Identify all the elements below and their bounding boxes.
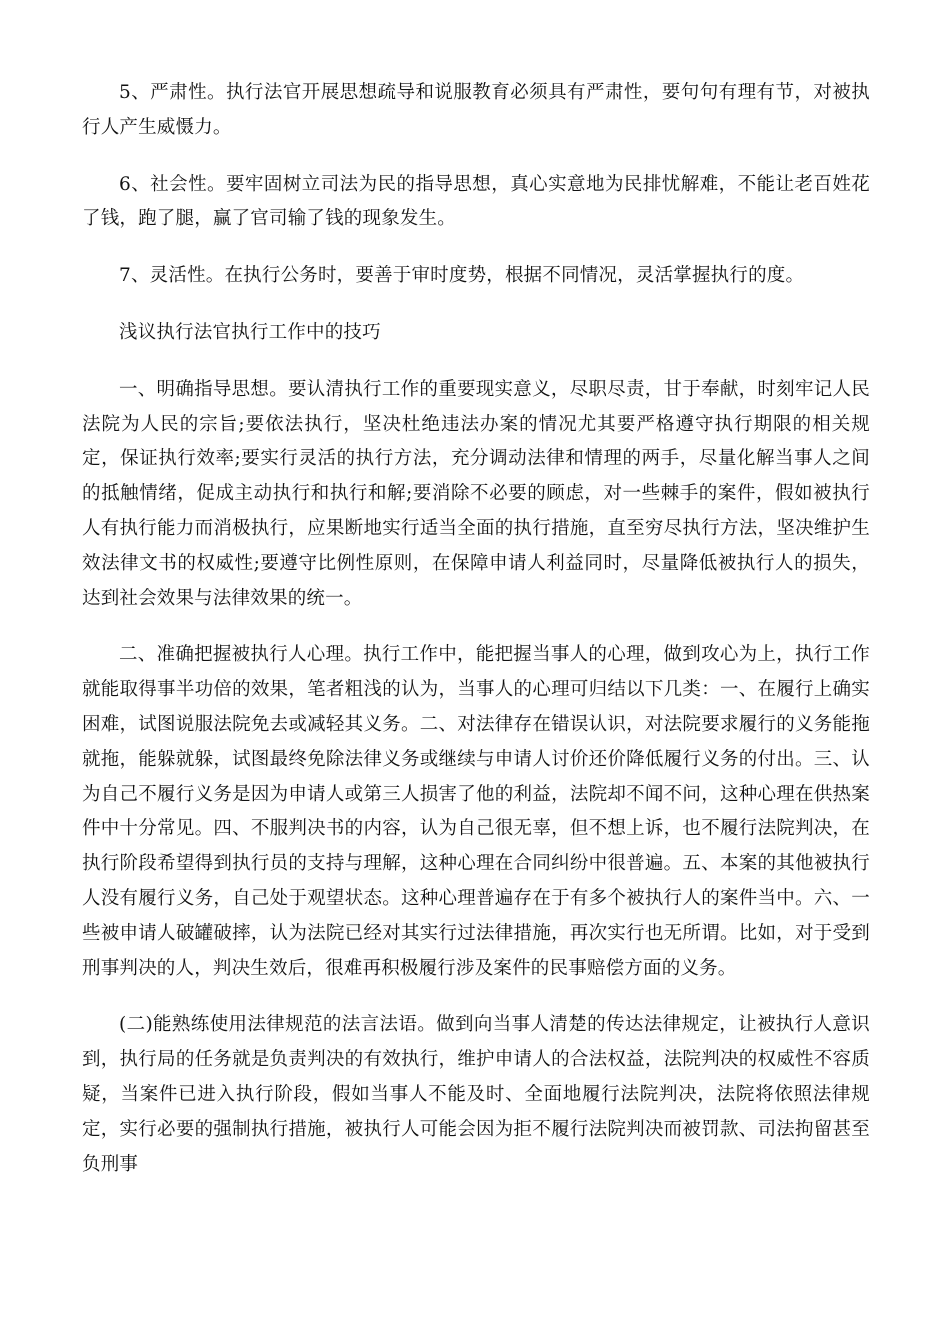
paragraph-sociality: 6、社会性。要牢固树立司法为民的指导思想，真心实意地为民排忧解难，不能让老百姓花了钱，跑了腿，赢了官司输了钱的现象发生。	[82, 173, 870, 230]
paragraph-legal-language: (二)能熟练使用法律规范的法言法语。做到向当事人清楚的传达法律规定，让被执行人意识到，执行局的任务就是负责判决的有效执行，维护申请人的合法权益，法院判决的权威性不容质疑，当案件已进入执行阶段，假如当事人不能及时、全面地履行法院判决，法院将依照法律规定，实行必要的强制执行措施，被执行人可能会因为拒不履行法院判决而被罚款、司法拘留甚至负刑事	[82, 1014, 870, 1175]
paragraph-psychology: 二、准确把握被执行人心理。执行工作中，能把握当事人的心理，做到攻心为上，执行工作就能取得事半功倍的效果，笔者粗浅的认为，当事人的心理可归结以下几类：一、在履行上确实困难，试图说服法院免去或减轻其义务。二、对法律存在错误认识，对法院要求履行的义务能拖就拖，能躲就躲，试图最终免除法律义务或继续与申请人讨价还价降低履行义务的付出。三、认为自己不履行义务是因为申请人或第三人损害了他的利益，法院却不闻不问，这种心理在供热案件中十分常见。四、不服判决书的内容，认为自己很无辜，但不想上诉，也不履行法院判决，在执行阶段希望得到执行员的支持与理解，这种心理在合同纠纷中很普遍。五、本案的其他被执行人没有履行义务，自己处于观望状态。这种心理普遍存在于有多个被执行人的案件当中。六、一些被申请人破罐破摔，认为法院已经对其实行过法律措施，再次实行也无所谓。比如，对于受到刑事判决的人，判决生效后，很难再积极履行涉及案件的民事赔偿方面的义务。	[82, 644, 870, 979]
paragraph-guiding-thought: 一、明确指导思想。要认清执行工作的重要现实意义，尽职尽责，甘于奉献，时刻牢记人民法院为人民的宗旨;要依法执行，坚决杜绝违法办案的情况尤其要严格遵守执行期限的相关规定，保证执行效率;要实行灵活的执行方法，充分调动法律和情理的两手，尽量化解当事人之间的抵触情绪，促成主动执行和执行和解;要消除不必要的顾虑，对一些棘手的案件，假如被执行人有执行能力而消极执行，应果断地实行适当全面的执行措施，直至穷尽执行方法，坚决维护生效法律文书的权威性;要遵守比例性原则，在保障申请人利益同时，尽量降低被执行人的损失，达到社会效果与法律效果的统一。	[82, 378, 870, 609]
paragraph-flexibility: 7、灵活性。在执行公务时，要善于审时度势，根据不同情况，灵活掌握执行的度。	[119, 265, 805, 287]
paragraph-severity: 5、严肃性。执行法官开展思想疏导和说服教育必须具有严肃性，要句句有理有节，对被执行人产生威慑力。	[82, 82, 870, 138]
section-heading: 浅议执行法官执行工作中的技巧	[119, 321, 381, 343]
